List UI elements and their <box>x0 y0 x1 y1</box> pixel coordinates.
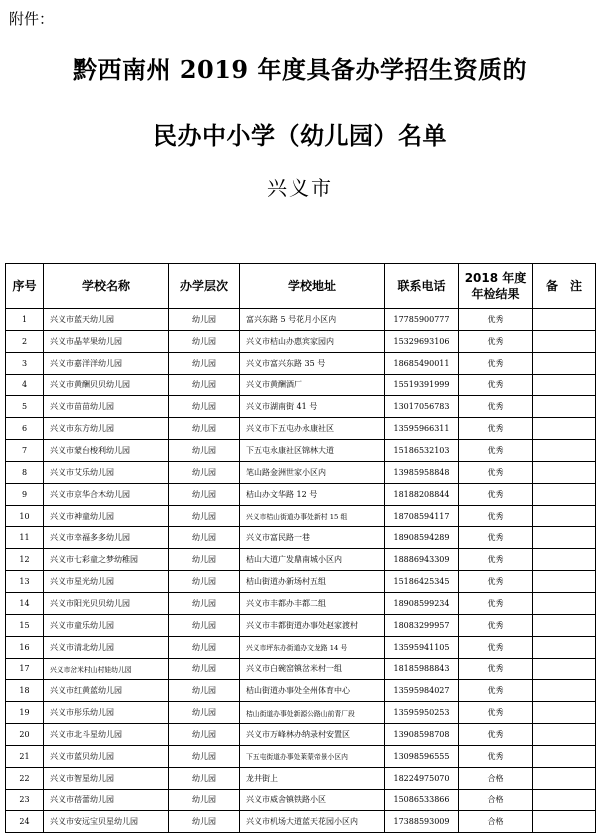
cell-address: 兴义市丰都街道办事处赵家渡村 <box>240 614 385 636</box>
table-row <box>6 789 596 811</box>
table-row <box>6 396 596 418</box>
header-address: 学校地址 <box>240 264 385 309</box>
cell-remark <box>533 505 596 527</box>
cell-address: 兴义市丰都办丰都二组 <box>240 592 385 614</box>
table-row <box>6 505 596 527</box>
cell-inspection-result: 优秀 <box>459 483 533 505</box>
cell-level: 幼儿园 <box>169 789 240 811</box>
cell-level: 幼儿园 <box>169 505 240 527</box>
cell-address: 笔山路金洲世家小区内 <box>240 461 385 483</box>
cell-remark <box>533 658 596 680</box>
cell-no: 10 <box>6 505 44 527</box>
cell-remark <box>533 745 596 767</box>
cell-inspection-result: 优秀 <box>459 461 533 483</box>
cell-remark <box>533 309 596 331</box>
cell-no: 9 <box>6 483 44 505</box>
cell-school-name: 兴义市星光幼儿园 <box>44 571 169 593</box>
cell-no: 20 <box>6 724 44 746</box>
cell-phone: 13098596555 <box>385 745 459 767</box>
cell-no: 8 <box>6 461 44 483</box>
cell-address: 兴义市下五屯办永康社区 <box>240 418 385 440</box>
cell-remark <box>533 767 596 789</box>
attachment-label: 附件： <box>9 10 55 28</box>
cell-school-name: 兴义市晶苹果幼儿园 <box>44 330 169 352</box>
cell-phone: 18908599234 <box>385 592 459 614</box>
cell-school-name: 兴义市嘉洋洋幼儿园 <box>44 352 169 374</box>
cell-school-name: 兴义市北斗星幼儿园 <box>44 724 169 746</box>
table-row <box>6 352 596 374</box>
cell-remark <box>533 724 596 746</box>
cell-phone: 18185988843 <box>385 658 459 680</box>
cell-inspection-result: 优秀 <box>459 592 533 614</box>
cell-phone: 13595984027 <box>385 680 459 702</box>
cell-address: 兴义市桔山办惠宾家园内 <box>240 330 385 352</box>
table-row <box>6 592 596 614</box>
cell-inspection-result: 优秀 <box>459 636 533 658</box>
cell-no: 13 <box>6 571 44 593</box>
cell-level: 幼儿园 <box>169 330 240 352</box>
cell-no: 14 <box>6 592 44 614</box>
cell-level: 幼儿园 <box>169 418 240 440</box>
cell-remark <box>533 527 596 549</box>
cell-address: 兴义市威舍镇铁路小区 <box>240 789 385 811</box>
cell-no: 2 <box>6 330 44 352</box>
cell-address: 兴义市白碗窑镇岔米村一组 <box>240 658 385 680</box>
cell-school-name: 兴义市智星幼儿园 <box>44 767 169 789</box>
cell-remark <box>533 592 596 614</box>
cell-level: 幼儿园 <box>169 527 240 549</box>
cell-remark <box>533 571 596 593</box>
cell-school-name: 兴义市东方幼儿园 <box>44 418 169 440</box>
cell-remark <box>533 440 596 462</box>
cell-phone: 18685490011 <box>385 352 459 374</box>
cell-remark <box>533 461 596 483</box>
cell-level: 幼儿园 <box>169 374 240 396</box>
cell-school-name: 兴义市清北幼儿园 <box>44 636 169 658</box>
cell-address: 兴义市富民路一巷 <box>240 527 385 549</box>
cell-level: 幼儿园 <box>169 724 240 746</box>
cell-phone: 13595966311 <box>385 418 459 440</box>
cell-phone: 18188208844 <box>385 483 459 505</box>
table-row <box>6 614 596 636</box>
cell-address: 兴义市桔山街道办事处新村 15 组 <box>240 505 385 527</box>
cell-phone: 13595950253 <box>385 702 459 724</box>
table-row <box>6 767 596 789</box>
cell-remark <box>533 789 596 811</box>
cell-remark <box>533 702 596 724</box>
cell-address: 桔山办文华路 12 号 <box>240 483 385 505</box>
table-row <box>6 418 596 440</box>
cell-phone: 15086533866 <box>385 789 459 811</box>
header-no: 序号 <box>6 264 44 309</box>
cell-school-name: 兴义市岔米村山村娃幼儿园 <box>44 658 169 680</box>
cell-level: 幼儿园 <box>169 549 240 571</box>
cell-phone: 18886943309 <box>385 549 459 571</box>
header-level: 办学层次 <box>169 264 240 309</box>
cell-inspection-result: 优秀 <box>459 549 533 571</box>
cell-school-name: 兴义市彤乐幼儿园 <box>44 702 169 724</box>
cell-level: 幼儿园 <box>169 592 240 614</box>
cell-inspection-result: 优秀 <box>459 505 533 527</box>
cell-remark <box>533 483 596 505</box>
cell-level: 幼儿园 <box>169 309 240 331</box>
cell-address: 兴义市黄酬酒厂 <box>240 374 385 396</box>
cell-inspection-result: 优秀 <box>459 309 533 331</box>
cell-address: 桔山街道办事处全州体育中心 <box>240 680 385 702</box>
cell-remark <box>533 352 596 374</box>
cell-inspection-result: 优秀 <box>459 527 533 549</box>
cell-phone: 13985958848 <box>385 461 459 483</box>
cell-level: 幼儿园 <box>169 680 240 702</box>
table-row <box>6 309 596 331</box>
cell-no: 17 <box>6 658 44 680</box>
table-row <box>6 483 596 505</box>
cell-phone: 13017056783 <box>385 396 459 418</box>
cell-inspection-result: 优秀 <box>459 745 533 767</box>
cell-address: 下五屯街道办事处莱蒙帝景小区内 <box>240 745 385 767</box>
cell-school-name: 兴义市神童幼儿园 <box>44 505 169 527</box>
cell-inspection-result: 优秀 <box>459 658 533 680</box>
cell-phone: 18083299957 <box>385 614 459 636</box>
cell-inspection-result: 优秀 <box>459 440 533 462</box>
cell-address: 兴义市万峰林办纳录村安置区 <box>240 724 385 746</box>
cell-school-name: 兴义市京华合木幼儿园 <box>44 483 169 505</box>
cell-address: 龙井街上 <box>240 767 385 789</box>
cell-phone: 15329693106 <box>385 330 459 352</box>
cell-school-name: 兴义市安远宝贝星幼儿园 <box>44 811 169 833</box>
cell-school-name: 兴义市七彩童之梦幼稚园 <box>44 549 169 571</box>
cell-no: 1 <box>6 309 44 331</box>
cell-remark <box>533 636 596 658</box>
cell-phone: 17785900777 <box>385 309 459 331</box>
cell-inspection-result: 优秀 <box>459 418 533 440</box>
cell-level: 幼儿园 <box>169 440 240 462</box>
cell-no: 6 <box>6 418 44 440</box>
cell-no: 5 <box>6 396 44 418</box>
table-row <box>6 571 596 593</box>
cell-school-name: 兴义市黄酬贝贝幼儿园 <box>44 374 169 396</box>
table-row <box>6 461 596 483</box>
table-row <box>6 680 596 702</box>
cell-address: 富兴东路 5 号花月小区内 <box>240 309 385 331</box>
header-remark: 备 注 <box>533 264 596 309</box>
cell-inspection-result: 合格 <box>459 811 533 833</box>
table-row <box>6 811 596 833</box>
cell-inspection-result: 优秀 <box>459 724 533 746</box>
table-row <box>6 745 596 767</box>
cell-phone: 15186425345 <box>385 571 459 593</box>
table-row <box>6 549 596 571</box>
cell-no: 22 <box>6 767 44 789</box>
cell-no: 24 <box>6 811 44 833</box>
cell-no: 21 <box>6 745 44 767</box>
cell-level: 幼儿园 <box>169 745 240 767</box>
cell-no: 18 <box>6 680 44 702</box>
table-row <box>6 440 596 462</box>
cell-address: 桔山大道广发鼎南城小区内 <box>240 549 385 571</box>
cell-school-name: 兴义市蓝天幼儿园 <box>44 309 169 331</box>
cell-address: 兴义市富兴东路 35 号 <box>240 352 385 374</box>
cell-inspection-result: 优秀 <box>459 330 533 352</box>
cell-level: 幼儿园 <box>169 636 240 658</box>
cell-inspection-result: 优秀 <box>459 352 533 374</box>
table-row <box>6 374 596 396</box>
cell-address: 桔山街道办新场村五组 <box>240 571 385 593</box>
cell-phone: 15186532103 <box>385 440 459 462</box>
table-row <box>6 702 596 724</box>
cell-remark <box>533 614 596 636</box>
table-row <box>6 527 596 549</box>
cell-address: 兴义市湖南街 41 号 <box>240 396 385 418</box>
cell-school-name: 兴义市红黄蓝幼儿园 <box>44 680 169 702</box>
cell-level: 幼儿园 <box>169 396 240 418</box>
cell-remark <box>533 374 596 396</box>
cell-school-name: 兴义市蓝贝幼儿园 <box>44 745 169 767</box>
cell-inspection-result: 优秀 <box>459 374 533 396</box>
cell-school-name: 兴义市艾乐幼儿园 <box>44 461 169 483</box>
cell-remark <box>533 396 596 418</box>
cell-no: 7 <box>6 440 44 462</box>
cell-school-name: 兴义市苗苗幼儿园 <box>44 396 169 418</box>
cell-school-name: 兴义市幸福多多幼儿园 <box>44 527 169 549</box>
school-list-table <box>5 263 596 833</box>
table-header-row <box>6 264 596 309</box>
cell-school-name: 兴义市阳光贝贝幼儿园 <box>44 592 169 614</box>
header-inspection <box>459 264 533 309</box>
table-row <box>6 636 596 658</box>
cell-inspection-result: 优秀 <box>459 571 533 593</box>
cell-school-name: 兴义市蓓蕾幼儿园 <box>44 789 169 811</box>
cell-remark <box>533 549 596 571</box>
cell-level: 幼儿园 <box>169 811 240 833</box>
cell-level: 幼儿园 <box>169 461 240 483</box>
cell-no: 16 <box>6 636 44 658</box>
cell-remark <box>533 680 596 702</box>
table-row <box>6 724 596 746</box>
cell-no: 23 <box>6 789 44 811</box>
cell-inspection-result: 优秀 <box>459 396 533 418</box>
cell-phone: 13908598708 <box>385 724 459 746</box>
table-row <box>6 330 596 352</box>
cell-level: 幼儿园 <box>169 571 240 593</box>
cell-inspection-result: 优秀 <box>459 702 533 724</box>
cell-address: 下五屯永康社区锦林大道 <box>240 440 385 462</box>
document-title-line-1: 黔西南州 2019 年度具备办学招生资质的 <box>72 55 527 84</box>
cell-inspection-result: 合格 <box>459 789 533 811</box>
cell-phone: 17388593009 <box>385 811 459 833</box>
cell-phone: 18224975070 <box>385 767 459 789</box>
header-inspection-result: 年检结果 <box>471 287 520 301</box>
header-school-name: 学校名称 <box>44 264 169 309</box>
cell-phone: 13595941105 <box>385 636 459 658</box>
cell-no: 11 <box>6 527 44 549</box>
cell-level: 幼儿园 <box>169 483 240 505</box>
cell-level: 幼儿园 <box>169 702 240 724</box>
cell-remark <box>533 418 596 440</box>
city-heading: 兴义市 <box>267 176 333 200</box>
cell-level: 幼儿园 <box>169 767 240 789</box>
cell-address: 桔山街道办事处新源公路山前青厂段 <box>240 702 385 724</box>
cell-address: 兴义市坪东办街道办文龙路 14 号 <box>240 636 385 658</box>
cell-level: 幼儿园 <box>169 352 240 374</box>
cell-school-name: 兴义市童乐幼儿园 <box>44 614 169 636</box>
cell-inspection-result: 合格 <box>459 767 533 789</box>
cell-no: 19 <box>6 702 44 724</box>
cell-no: 4 <box>6 374 44 396</box>
document-title-line-2: 民办中小学（幼儿园）名单 <box>153 121 447 150</box>
header-inspection-year: 2018 年度 <box>464 271 527 285</box>
table-row <box>6 658 596 680</box>
cell-address: 兴义市机场大道蓝天花园小区内 <box>240 811 385 833</box>
cell-level: 幼儿园 <box>169 614 240 636</box>
cell-inspection-result: 优秀 <box>459 680 533 702</box>
cell-inspection-result: 优秀 <box>459 614 533 636</box>
cell-phone: 18908594289 <box>385 527 459 549</box>
cell-level: 幼儿园 <box>169 658 240 680</box>
cell-no: 12 <box>6 549 44 571</box>
cell-remark <box>533 811 596 833</box>
cell-phone: 18708594117 <box>385 505 459 527</box>
cell-remark <box>533 330 596 352</box>
cell-phone: 15519391999 <box>385 374 459 396</box>
cell-no: 15 <box>6 614 44 636</box>
header-phone: 联系电话 <box>385 264 459 309</box>
cell-school-name: 兴义市蒙台梭利幼儿园 <box>44 440 169 462</box>
cell-no: 3 <box>6 352 44 374</box>
